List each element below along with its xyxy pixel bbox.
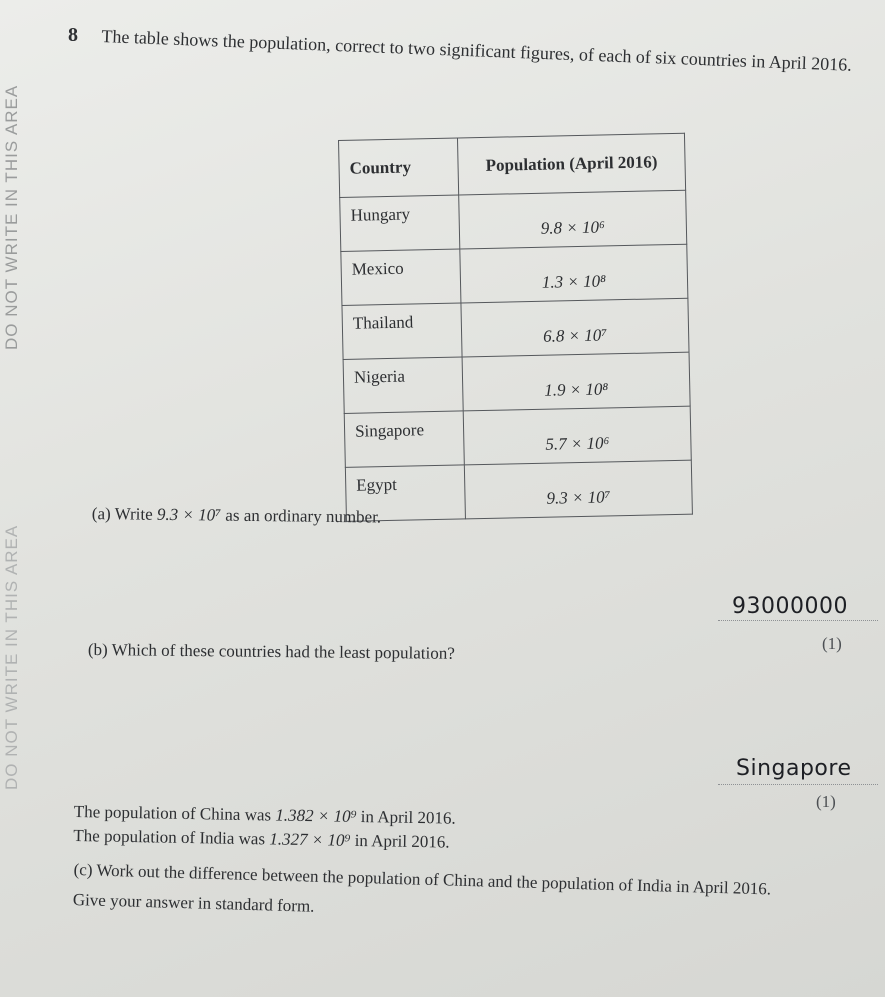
china-text: The population of China was xyxy=(73,801,272,825)
margin-notice-middle: DO NOT WRITE IN THIS AREA xyxy=(2,524,21,790)
population-cell: 6.8 × 10⁷ xyxy=(461,298,689,357)
question-intro: The table shows the population, correct to two significant figures, of each of six countries in April 2016. xyxy=(101,25,853,75)
part-a-question xyxy=(92,502,382,530)
india-text-after: in April 2016. xyxy=(354,830,450,852)
india-text: The population of India was xyxy=(73,825,266,849)
question-number: 8 xyxy=(68,24,78,46)
country-cell: Thailand xyxy=(342,303,462,359)
table-row xyxy=(340,190,687,251)
table-row xyxy=(342,298,689,359)
population-cell: 9.3 × 10⁷ xyxy=(464,460,692,519)
part-a-answer-line xyxy=(718,620,878,621)
table-header-row xyxy=(339,133,686,197)
table-row xyxy=(343,352,690,413)
part-c-label: (c) xyxy=(73,859,93,880)
part-b-marks: (1) xyxy=(816,792,836,811)
china-text-after: in April 2016. xyxy=(360,807,456,828)
country-cell: Hungary xyxy=(340,195,460,251)
part-b-answer-line xyxy=(718,784,878,785)
part-a-expression: 9.3 × 10⁷ xyxy=(156,504,222,525)
population-statements xyxy=(73,800,456,855)
population-cell: 1.9 × 10⁸ xyxy=(462,352,690,411)
part-a-text-before: Write xyxy=(114,504,153,524)
population-cell: 9.8 × 10⁶ xyxy=(459,190,687,249)
part-a-marks: (1) xyxy=(822,634,842,653)
part-b-label: (b) xyxy=(87,639,108,660)
header-population: Population (April 2016) xyxy=(457,133,685,195)
part-a-answer[interactable]: 93000000 xyxy=(732,594,848,619)
part-c-question xyxy=(72,858,833,933)
country-cell: Singapore xyxy=(344,411,464,467)
population-table xyxy=(338,133,693,522)
part-b-question xyxy=(88,638,455,666)
table-row xyxy=(344,406,691,467)
header-country: Country xyxy=(339,138,459,197)
margin-notice-top: DO NOT WRITE IN THIS AREA xyxy=(2,84,21,350)
country-cell: Nigeria xyxy=(343,357,463,413)
part-a-label: (a) xyxy=(91,503,111,524)
part-b-text: Which of these countries had the least population? xyxy=(111,640,455,663)
part-b-answer[interactable]: Singapore xyxy=(736,756,852,781)
country-cell: Egypt xyxy=(345,465,465,521)
part-a-text-after: as an ordinary number. xyxy=(225,505,382,527)
part-c-text: Work out the difference between the population of China and the population of India in April 2016. xyxy=(96,860,772,899)
population-cell: 1.3 × 10⁸ xyxy=(460,244,688,303)
china-value: 1.382 × 10⁹ xyxy=(275,805,357,826)
part-c-instruction: Give your answer in standard form. xyxy=(72,889,315,916)
table-row xyxy=(345,460,692,521)
population-cell: 5.7 × 10⁶ xyxy=(463,406,691,465)
table-row xyxy=(341,244,688,305)
country-cell: Mexico xyxy=(341,249,461,305)
india-value: 1.327 × 10⁹ xyxy=(269,829,351,850)
